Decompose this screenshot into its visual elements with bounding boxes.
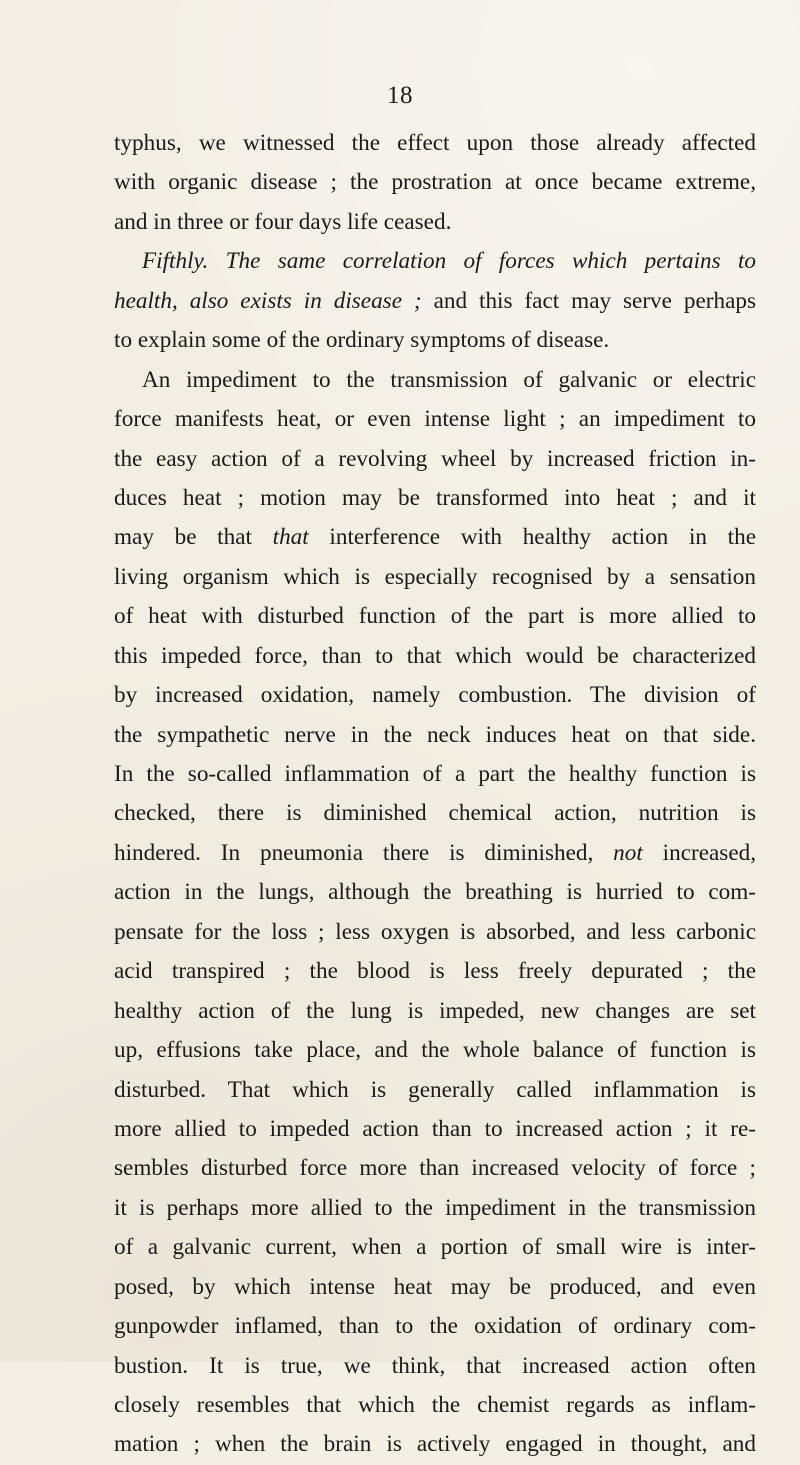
plain-segment: and this fact may serve perhaps: [421, 287, 756, 314]
text-line: with organic disease ; the prostration at once became extreme,: [114, 169, 756, 196]
plain-segment: increased,: [642, 839, 756, 866]
text-line: In the so-called inflammation of a part the healthy function is: [114, 761, 756, 787]
text-line: up, effusions take place, and the whole balance of function is: [114, 1037, 756, 1064]
text-line: and in three or four days life ceased.: [114, 208, 452, 235]
plain-segment: interference with healthy action in the: [308, 524, 756, 551]
text-line: acid transpired ; the blood is less freely depurated ; the: [114, 958, 756, 985]
text-line: pensate for the loss ; less oxygen is absorbed, and less carbonic: [114, 918, 756, 945]
text-line: by increased oxidation, namely combustion. The division of: [114, 682, 756, 709]
text-line: checked, there is diminished chemical action, nutrition is: [114, 800, 756, 827]
text-line: posed, by which intense heat may be produced, and even: [114, 1273, 756, 1300]
text-line-not: [114, 834, 756, 873]
text-line: the sympathetic nerve in the neck induces heat on that side.: [114, 721, 756, 748]
text-line: bustion. It is true, we think, that increased action often: [114, 1352, 756, 1379]
text-line: An impediment to the transmission of galvanic or electric: [142, 366, 756, 393]
text-line: of heat with disturbed function of the part is more allied to: [114, 603, 756, 630]
page-number: 18: [387, 82, 413, 109]
text-line: force manifests heat, or even intense light ; an impediment to: [114, 406, 756, 433]
text-line: closely resembles that which the chemist regards as inflam-: [114, 1392, 756, 1418]
italic-health-clause: health, also exists in disease ;: [114, 287, 422, 314]
text-line: sembles disturbed force more than increased velocity of force ;: [114, 1155, 756, 1182]
body-text: [114, 124, 756, 1465]
text-line: disturbed. That which is generally called inflammation is: [114, 1076, 756, 1103]
text-line: to explain some of the ordinary symptoms of disease.: [114, 327, 610, 354]
italic-correlation: The same correlation of forces which pertains to: [225, 248, 756, 275]
plain-segment: hindered. In pneumonia there is diminished,: [114, 839, 614, 866]
text-line: action in the lungs, although the breathing is hurried to com-: [114, 879, 756, 906]
italic-fifthly: Fifthly.: [142, 248, 209, 275]
text-line: mation ; when the brain is actively engaged in thought, and: [114, 1431, 756, 1458]
text-line-health: [114, 282, 756, 321]
text-line-fifthly: [114, 242, 756, 281]
text-line: more allied to impeded action than to increased action ; it re-: [114, 1115, 756, 1142]
text-line: healthy action of the lung is impeded, new changes are set: [114, 997, 756, 1024]
italic-that: that: [272, 524, 309, 551]
text-line: this impeded force, than to that which would be characterized: [114, 642, 756, 669]
text-line: typhus, we witnessed the effect upon those already affected: [114, 130, 756, 156]
text-line: living organism which is especially recognised by a sensation: [114, 563, 756, 590]
italic-not: not: [613, 839, 643, 866]
plain-segment: may be that: [114, 524, 273, 551]
text-line: gunpowder inflamed, than to the oxidation of ordinary com-: [114, 1313, 756, 1340]
text-line: duces heat ; motion may be transformed into heat ; and it: [114, 484, 756, 511]
text-line: the easy action of a revolving wheel by increased friction in-: [114, 445, 756, 472]
text-line-that: [114, 518, 756, 557]
text-line: of a galvanic current, when a portion of small wire is inter-: [114, 1234, 756, 1261]
text-line: it is perhaps more allied to the impediment in the transmission: [114, 1194, 756, 1221]
